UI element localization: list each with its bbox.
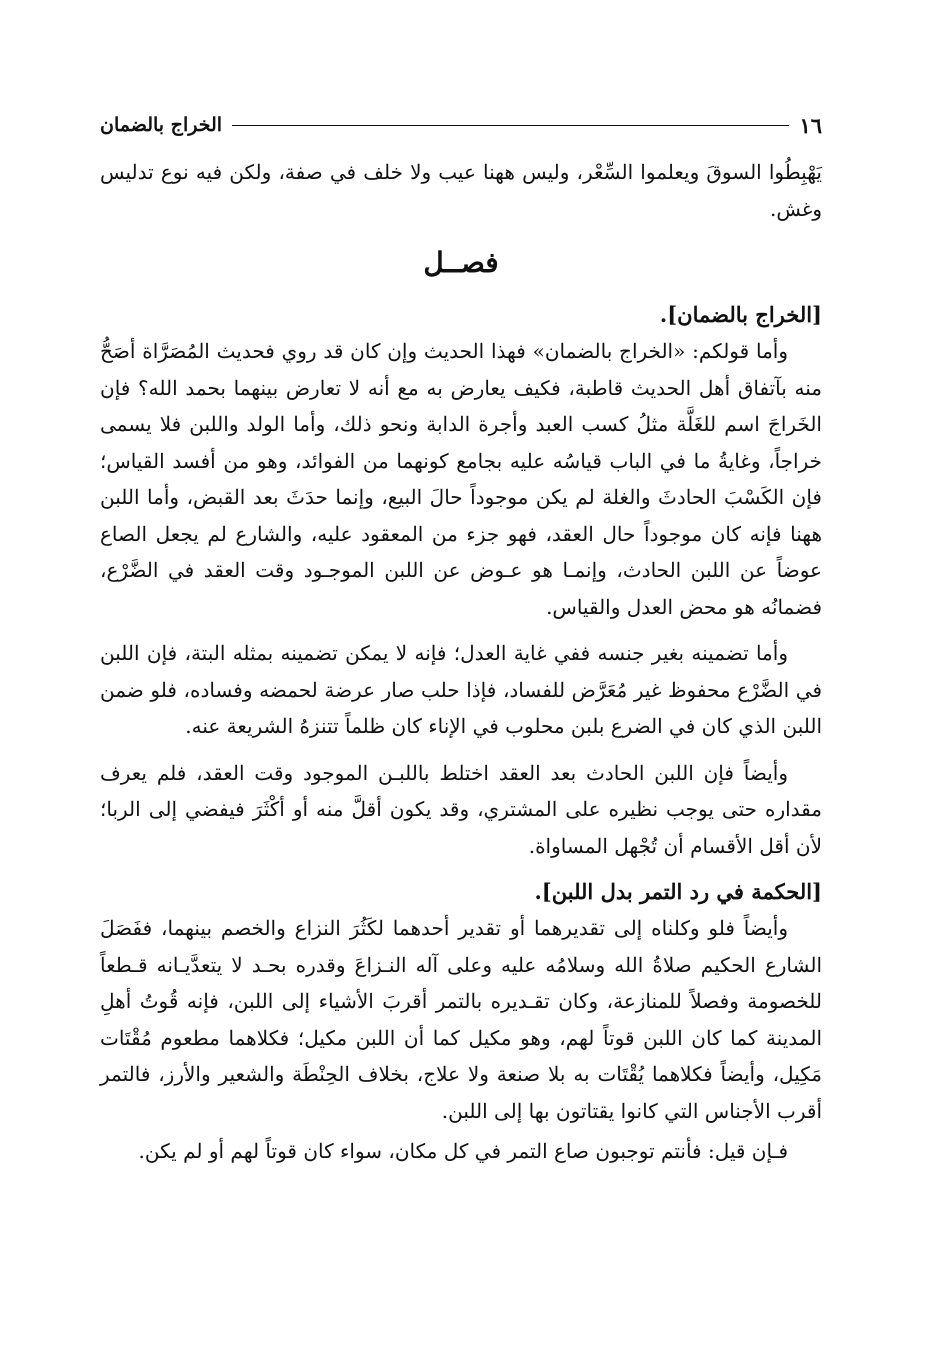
section-heading-kharaj: [الخراج بالضمان].: [659, 302, 822, 327]
running-title: الخراج بالضمان: [100, 113, 223, 136]
chapter-title: فصــل: [423, 246, 499, 279]
running-header: [100, 108, 822, 142]
header-rule: [232, 125, 789, 126]
paragraph: وأيضاً فلو وكلناه إلى تقديرهما أو تقدير أحدهما لكَثُرَ النزاع والخصم بينهما، ففَصَلَ الشارع الحكيم صلاةُ الله وسلامُه عليه وعلى آله النـزاعَ وقدره بحـد لا يتعدَّيـانه قـطعاً للخصومة وفصلاً للمنازعة، وكان تقـديره بالتمر أقربَ الأشياء إلى اللبن، فإنه قُوتُ أهلِ المدينة كما كان اللبن قوتاً لهم، وهو مكيل كما أن اللبن مكيل؛ فكلاهما مطعوم مُقْتَات مَكِيل، وأيضاً فكلاهما يُقْتَات به بلا صنعة ولا علاج، بخلاف الحِنْطَة والشعير والأرز، فالتمر أقرب الأجناس التي كانوا يقتاتون بها إلى اللبن.: [100, 916, 822, 1123]
book-page: [100, 108, 822, 1170]
section-heading-hikma: [الحكمة في رد التمر بدل اللبن].: [534, 879, 822, 904]
paragraph: وأما تضمينه بغير جنسه ففي غاية العدل؛ فإنه لا يمكن تضمينه بمثله البتة، فإن اللبن في الضَّرْع محفوظ غير مُعَرَّض للفساد، فإذا حلب صار عرضة لحمضه وفساده، فلو ضمن اللبن الذي كان في الضرع بلبن محلوب في الإناء كان ظلماً تتنزهُ الشريعة عنه.: [100, 641, 822, 738]
paragraph: وأيضاً فإن اللبن الحادث بعد العقد اختلط باللبـن الموجود وقت العقد، فلم يعرف مقداره حتى يوجب نظيره على المشتري، وقد يكون أقلَّ منه أو أكْثَرَ فيفضي إلى الربا؛ لأن أقل الأقسام أن تُجْهل المساواة.: [100, 760, 822, 858]
page-number: ١٦: [799, 112, 822, 138]
paragraph: فـإن قيل: فأنتم توجبون صاع التمر في كل مكان، سواء كان قوتاً لهم أو لم يكن.: [138, 1139, 788, 1163]
paragraph: وأما قولكم: «الخراج بالضمان» فهذا الحديث وإن كان قد روي فحديث المُصَرَّاة أصَحُّ منه بآتفاق أهل الحديث قاطبة، فكيف يعارض به مع أنه لا تعارض بينهما بحمد الله؟ فإن الخَراجَ اسم للغَلَّة مثلُ كسب العبد وأجرة الدابة ونحو ذلك، وأما الولد واللبن فلا يسمى خراجاً، وغايةُ ما في الباب قياسُه عليه بجامع كونهما من الفوائد، وهو من أفسد القياس؛ فإن الكَسْبَ الحادثَ والغلة لم يكن موجوداً حالَ البيع، وإنما حدَثَ بعد القبض، وأما اللبن ههنا فإنه كان موجوداً حال العقد، فهو جزء من المعقود عليه، والشارع لم يجعل الصاع عوضاً عن اللبن الحادث، وإنمـا هو عـوض عن اللبن الموجـود وقت العقد في الضَّرْع، فضمانُه هو محض العدل والقياس.: [100, 339, 822, 619]
paragraph-continuation: يَهْبِطُوا السوقَ ويعلموا السِّعْر، وليس ههنا عيب ولا خلف في صفة، ولكن فيه نوع تدليس وغش.: [100, 160, 822, 221]
